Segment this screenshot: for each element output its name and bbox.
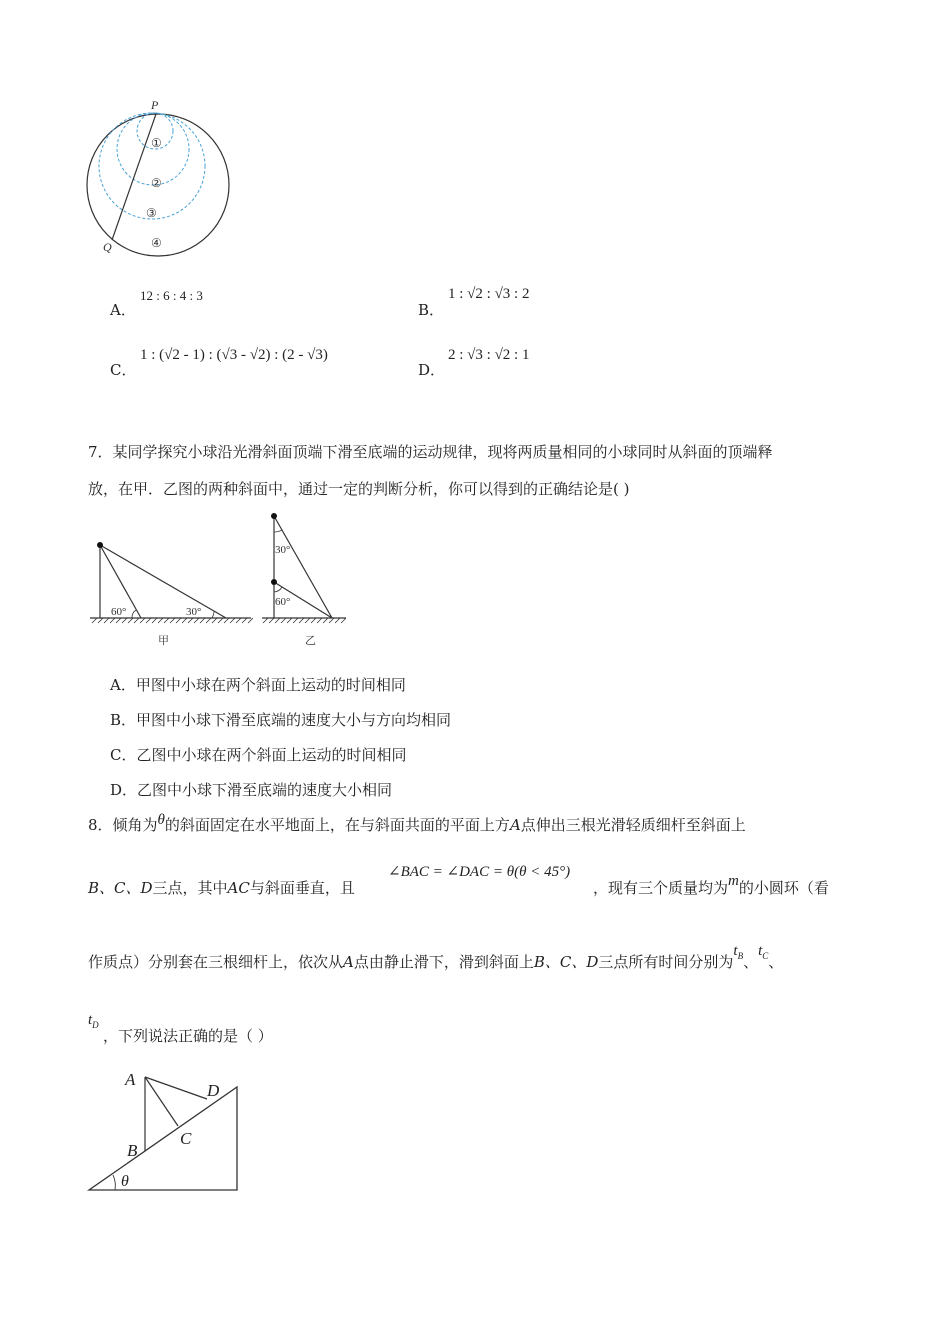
q8-stem-line2-rest bbox=[593, 873, 829, 899]
q8-l2-d: ，现有三个质量均为 bbox=[593, 879, 729, 897]
angle-arc-30-jia bbox=[212, 611, 214, 618]
circle-label-1: ① bbox=[151, 136, 162, 150]
q8-formula: ∠BAC = ∠DAC = θ(θ < 45°) bbox=[388, 864, 571, 880]
q8-sep1: 、 bbox=[743, 953, 759, 971]
q7-stem-line1: 7．某同学探究小球沿光滑斜面顶端下滑至底端的运动规律，现将两质量相同的小球同时从斜面的顶端释 bbox=[88, 443, 773, 461]
q8-l3-a: 作质点）分别套在三根细杆上，依次从 bbox=[88, 953, 344, 971]
q8-stem-line1 bbox=[88, 812, 746, 836]
label-p: P bbox=[151, 98, 159, 112]
q8-l2-a: B、C、D bbox=[88, 879, 153, 897]
q7-option-b: B．甲图中小球下滑至底端的速度大小与方向均相同 bbox=[110, 711, 452, 729]
ball-bottom-yi bbox=[271, 579, 277, 585]
figure-jia bbox=[88, 535, 253, 650]
q8-l2-AC: AC bbox=[227, 879, 250, 897]
option-c-letter: C． bbox=[110, 361, 137, 379]
angle-label-60-yi: 60° bbox=[275, 596, 291, 608]
angle-label-30-jia: 30° bbox=[186, 606, 202, 618]
q8-l1-A: A bbox=[509, 816, 521, 834]
q8-l2-b: 三点，其中 bbox=[152, 879, 228, 897]
q8-l3-c: 三点所有时间分别为 bbox=[598, 953, 734, 971]
circle-label-4: ④ bbox=[151, 236, 162, 250]
circle-label-3: ③ bbox=[146, 206, 157, 220]
q8-l3-b: 点由静止滑下，滑到斜面上 bbox=[353, 953, 534, 971]
q7-option-a: A．甲图中小球在两个斜面上运动的时间相同 bbox=[110, 676, 406, 694]
incline-figure-q8 bbox=[85, 1065, 245, 1195]
q8-l3-A: A bbox=[343, 953, 354, 971]
option-b-letter: B． bbox=[418, 301, 445, 319]
rod-ac bbox=[145, 1077, 178, 1126]
option-a-value: 12 : 6 : 4 : 3 bbox=[140, 288, 203, 303]
angle-label-30-yi: 30° bbox=[275, 544, 291, 556]
q8-sep2: 、 bbox=[768, 953, 784, 971]
option-b bbox=[418, 300, 444, 320]
label-C: C bbox=[180, 1129, 192, 1148]
rod-ad bbox=[145, 1077, 207, 1099]
label-A: A bbox=[125, 1070, 136, 1089]
incline-triangle bbox=[89, 1087, 237, 1190]
ground-hatch-yi bbox=[263, 618, 346, 623]
q8-l3-BCD: B、C、D bbox=[533, 953, 599, 971]
option-d-value: 2 : √3 : √2 : 1 bbox=[448, 347, 530, 363]
q8-stem-line3 bbox=[88, 943, 784, 978]
figure-yi bbox=[260, 510, 350, 650]
q8-l1-c: 点伸出三根光滑轻质细杆至斜面上 bbox=[520, 816, 746, 834]
q7-option-d: D．乙图中小球下滑至底端的速度大小相同 bbox=[110, 781, 393, 799]
angle-arc-30-yi bbox=[274, 530, 282, 532]
q7-option-c: C．乙图中小球在两个斜面上运动的时间相同 bbox=[110, 746, 407, 764]
option-b-value: 1 : √2 : √3 : 2 bbox=[448, 286, 530, 302]
q8-l1-theta: θ bbox=[157, 812, 165, 828]
q8-l1-a: 8．倾角为 bbox=[88, 816, 158, 834]
circle-figure bbox=[80, 95, 240, 260]
q8-tC: $t_C$ bbox=[758, 943, 769, 961]
label-theta: θ bbox=[121, 1173, 129, 1190]
q8-l2-e: 的小圆环（看 bbox=[738, 879, 829, 897]
option-c-value: 1 : (√2 - 1) : (√3 - √2) : (2 - √3) bbox=[140, 347, 328, 363]
option-a bbox=[110, 300, 136, 320]
option-d-letter: D． bbox=[418, 361, 446, 379]
caption-yi: 乙 bbox=[305, 635, 316, 647]
chord-pq bbox=[112, 114, 156, 240]
option-a-letter: A． bbox=[110, 301, 136, 319]
q8-tD: $t_D$ bbox=[88, 1012, 99, 1030]
q8-stem-line2 bbox=[88, 878, 355, 898]
ground-hatch-jia bbox=[92, 618, 253, 623]
label-B: B bbox=[127, 1141, 138, 1160]
q8-l1-b: 的斜面固定在水平地面上，在与斜面共面的平面上方 bbox=[164, 816, 510, 834]
theta-arc bbox=[113, 1175, 115, 1190]
option-c bbox=[110, 360, 136, 380]
angle-arc-60-jia bbox=[132, 610, 136, 618]
ball-top-yi bbox=[271, 513, 277, 519]
label-q: Q bbox=[103, 240, 112, 254]
q8-l2-c: 与斜面垂直，且 bbox=[249, 879, 355, 897]
angle-label-60-jia: 60° bbox=[111, 606, 127, 618]
ball-jia bbox=[97, 542, 103, 548]
caption-jia: 甲 bbox=[158, 635, 169, 647]
q7-stem-line2: 放，在甲．乙图的两种斜面中，通过一定的判断分析，你可以得到的正确结论是( ) bbox=[88, 480, 630, 498]
q8-stem-line4: ，下列说法正确的是（ ） bbox=[103, 1027, 273, 1045]
option-d bbox=[418, 360, 445, 380]
q8-tB: $t_B$ bbox=[733, 943, 744, 961]
angle-arc-60-yi bbox=[274, 587, 282, 592]
circle-label-2: ② bbox=[151, 176, 162, 190]
label-D: D bbox=[207, 1081, 220, 1100]
q8-l2-m: m bbox=[728, 873, 739, 889]
